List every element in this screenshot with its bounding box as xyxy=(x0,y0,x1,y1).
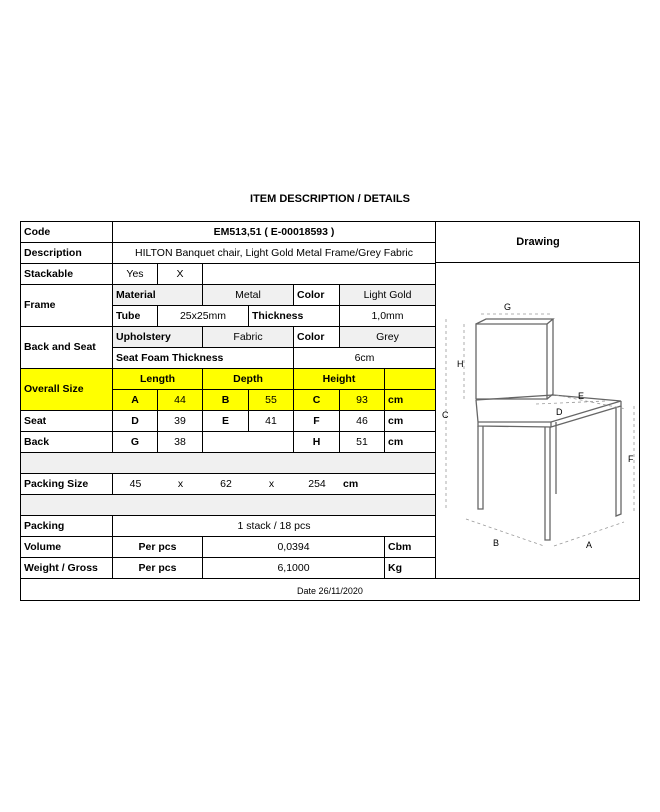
back-seat-label: Back and Seat xyxy=(21,327,113,369)
volume-label: Volume xyxy=(21,537,113,558)
description-label: Description xyxy=(21,243,113,264)
back-unit: cm xyxy=(385,432,436,453)
seat-e-key: E xyxy=(203,411,249,432)
weight-label: Weight / Gross xyxy=(21,558,113,579)
weight-value: 6,1000 xyxy=(203,558,385,579)
overall-c-key: C xyxy=(294,390,340,411)
drawing-label: Drawing xyxy=(436,221,640,263)
packing-size-x1: x xyxy=(158,474,203,495)
weight-unit: Kg xyxy=(385,558,436,579)
upholstery-value: Fabric xyxy=(203,327,294,348)
seat-d-value: 39 xyxy=(158,411,203,432)
chair-backrest-side xyxy=(547,319,553,399)
packing-size-v3: 254 xyxy=(294,474,340,495)
seat-d-key: D xyxy=(113,411,158,432)
code-label: Code xyxy=(21,222,113,243)
drawing-label-f: F xyxy=(628,454,634,464)
height-label: Height xyxy=(294,369,385,390)
frame-tube-value: 25x25mm xyxy=(158,306,249,327)
frame-material-label: Material xyxy=(113,285,203,306)
back-h-key: H xyxy=(294,432,340,453)
dim-b-line xyxy=(466,519,544,546)
volume-per: Per pcs xyxy=(113,537,203,558)
seat-e-value: 41 xyxy=(249,411,294,432)
overall-b-key: B xyxy=(203,390,249,411)
stackable-mark: X xyxy=(158,264,203,285)
volume-unit: Cbm xyxy=(385,537,436,558)
foam-label: Seat Foam Thickness xyxy=(113,348,294,369)
weight-per: Per pcs xyxy=(113,558,203,579)
frame-thickness-value: 1,0mm xyxy=(340,306,436,327)
chair-drawing xyxy=(436,264,640,579)
dim-d-line xyxy=(536,401,606,404)
packing-value: 1 stack / 18 pcs xyxy=(113,516,436,537)
length-label: Length xyxy=(113,369,203,390)
packing-size-v1: 45 xyxy=(113,474,158,495)
packing-size-unit: cm xyxy=(340,474,436,495)
overall-b-value: 55 xyxy=(249,390,294,411)
back-label: Back xyxy=(21,432,113,453)
packing-label: Packing xyxy=(21,516,113,537)
date-footer: Date 26/11/2020 xyxy=(297,585,363,596)
stackable-empty xyxy=(203,264,436,285)
packing-size-x2: x xyxy=(249,474,294,495)
seat-f-value: 46 xyxy=(340,411,385,432)
drawing-label-g: G xyxy=(504,302,512,312)
drawing-label-c: C xyxy=(442,410,449,420)
overall-a-value: 44 xyxy=(158,390,203,411)
overall-size-label: Overall Size xyxy=(21,369,113,411)
drawing-label-d: D xyxy=(556,407,563,417)
frame-thickness-label: Thickness xyxy=(249,306,340,327)
frame-label: Frame xyxy=(21,285,113,327)
back-empty xyxy=(203,432,294,453)
chair-leg-back-right xyxy=(616,406,621,516)
foam-value: 6cm xyxy=(294,348,436,369)
overall-empty xyxy=(385,369,436,390)
packing-size-label: Packing Size xyxy=(21,474,113,495)
frame-color-label: Color xyxy=(294,285,340,306)
code-value: EM513,51 ( E-00018593 ) xyxy=(113,222,436,243)
chair-backrest-top xyxy=(476,319,553,324)
overall-a-key: A xyxy=(113,390,158,411)
depth-label: Depth xyxy=(203,369,294,390)
chair-leg-front-left xyxy=(478,426,483,509)
drawing-panel xyxy=(436,221,640,579)
upholstery-color-label: Color xyxy=(294,327,340,348)
description-value: HILTON Banquet chair, Light Gold Metal Frame/Grey Fabric xyxy=(113,243,436,264)
volume-value: 0,0394 xyxy=(203,537,385,558)
sheet-title: ITEM DESCRIPTION / DETAILS xyxy=(250,193,410,205)
back-h-value: 51 xyxy=(340,432,385,453)
chair-seat xyxy=(476,395,621,422)
frame-material-value: Metal xyxy=(203,285,294,306)
back-g-value: 38 xyxy=(158,432,203,453)
overall-unit: cm xyxy=(385,390,436,411)
drawing-label-a: A xyxy=(586,540,593,550)
upholstery-label: Upholstery xyxy=(113,327,203,348)
stackable-label: Stackable xyxy=(21,264,113,285)
upholstery-color-value: Grey xyxy=(340,327,436,348)
drawing-label-e: E xyxy=(578,391,585,401)
seat-f-key: F xyxy=(294,411,340,432)
frame-color-value: Light Gold xyxy=(340,285,436,306)
seat-label: Seat xyxy=(21,411,113,432)
seat-unit: cm xyxy=(385,411,436,432)
spacer-row xyxy=(21,453,436,474)
spacer-row-2 xyxy=(21,495,436,516)
chair-backrest xyxy=(476,324,547,399)
frame-tube-label: Tube xyxy=(113,306,158,327)
stackable-yes: Yes xyxy=(113,264,158,285)
chair-leg-front-right xyxy=(545,427,550,540)
overall-c-value: 93 xyxy=(340,390,385,411)
drawing-label-b: B xyxy=(493,538,500,548)
back-g-key: G xyxy=(113,432,158,453)
packing-size-v2: 62 xyxy=(203,474,249,495)
drawing-label-h: H xyxy=(457,359,464,369)
